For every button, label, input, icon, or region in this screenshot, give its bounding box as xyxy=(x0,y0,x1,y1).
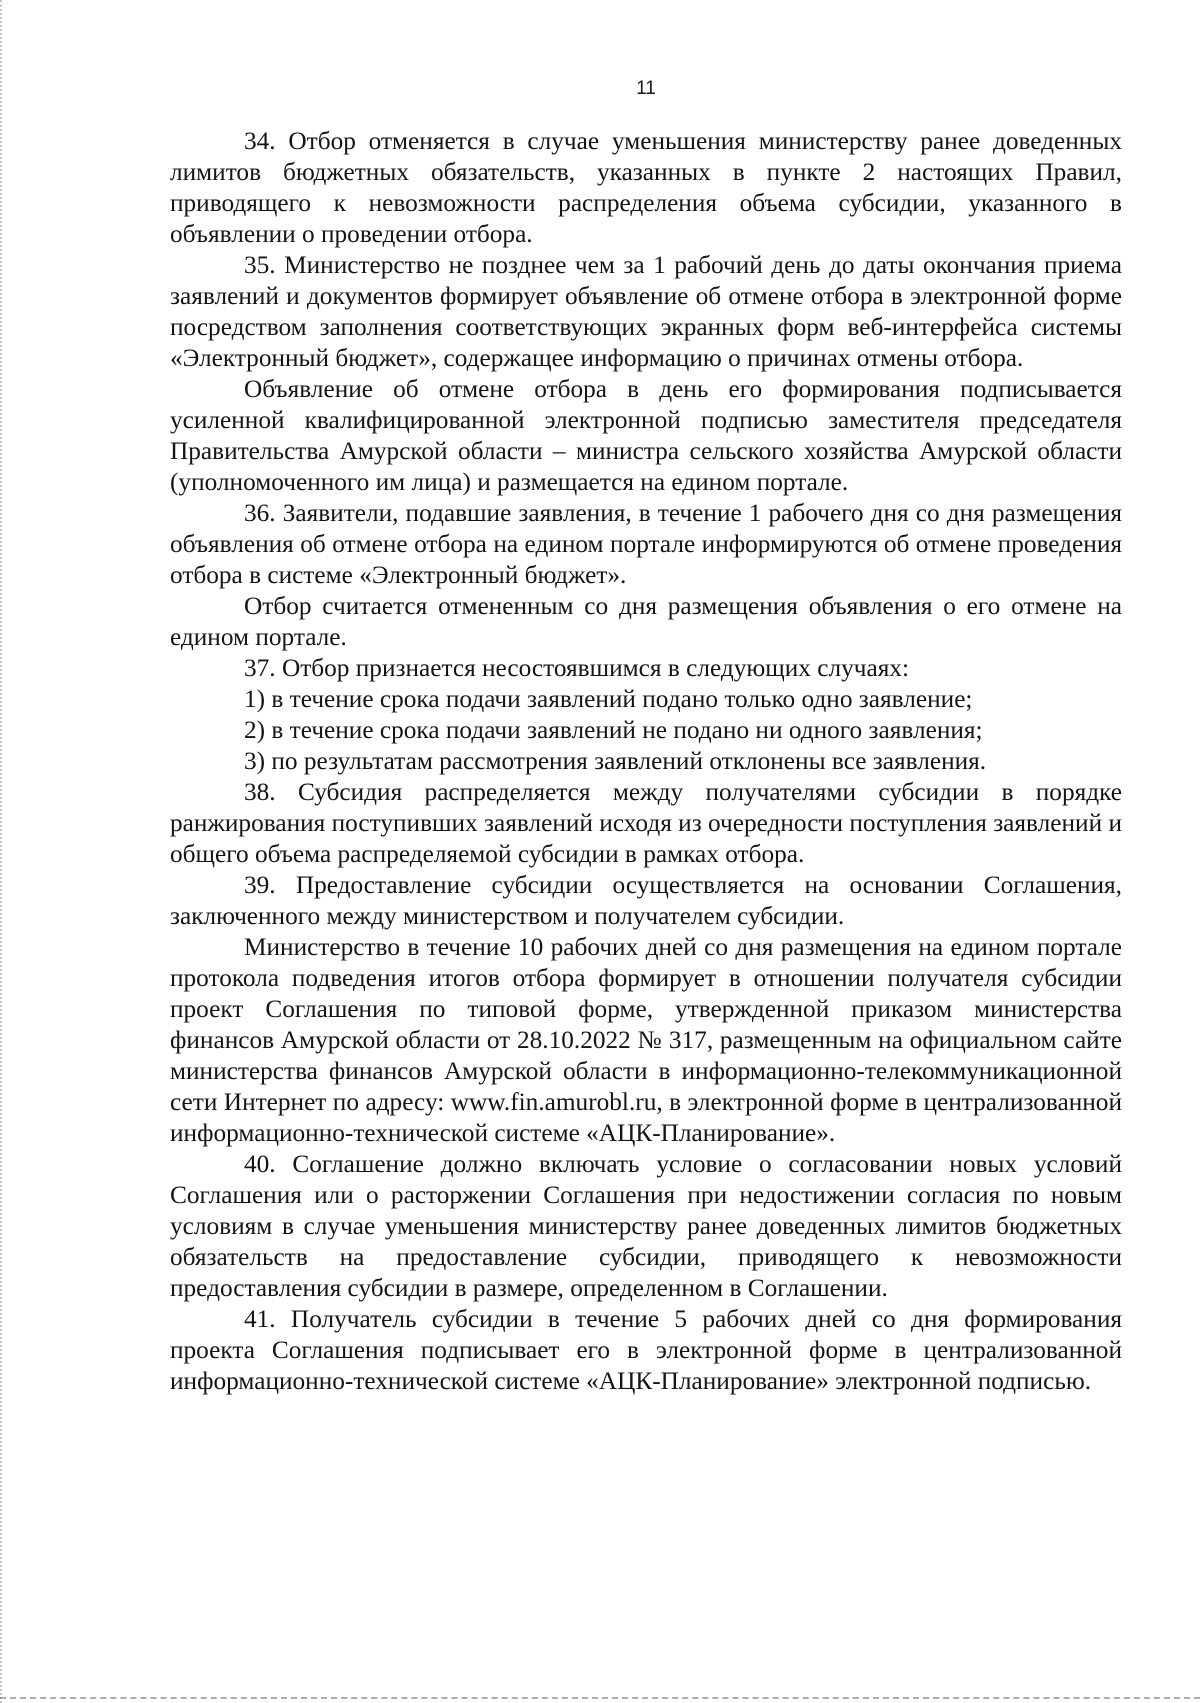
document-body xyxy=(170,126,1122,1397)
page-number: 11 xyxy=(636,78,656,99)
list-item-37-2: 2) в течение срока подачи заявлений не подано ни одного заявления; xyxy=(244,716,983,744)
paragraph-39: 39. Предоставление субсидии осуществляется на основании Соглашения, заключенного между министерством и получателем субсидии. xyxy=(170,871,1122,930)
paragraph-37: 37. Отбор признается несостоявшимся в следующих случаях: xyxy=(244,654,910,682)
scan-left-edge xyxy=(0,0,5,1703)
list-item-37-3: 3) по результатам рассмотрения заявлений отклонены все заявления. xyxy=(244,747,987,775)
list-item-37-1: 1) в течение срока подачи заявлений подано только одно заявление; xyxy=(244,685,973,713)
scan-bottom-edge xyxy=(0,1697,1200,1699)
paragraph-35: 35. Министерство не позднее чем за 1 рабочий день до даты окончания приема заявлений и документов формирует объявление об отмене отбора в электронной форме посредством заполнения соответствующих экранных форм веб-интерфейса системы «Электронный бюджет», содержащее информацию о причинах отмены отбора. xyxy=(170,251,1122,372)
paragraph-41: 41. Получатель субсидии в течение 5 рабочих дней со дня формирования проекта Соглашения подписывает его в электронной форме в централизованной информационно-технической системе «АЦК-Планирование» электронной подписью. xyxy=(170,1305,1122,1395)
paragraph-36: 36. Заявители, подавшие заявления, в течение 1 рабочего дня со дня размещения объявления об отмене отбора на едином портале информируются об отмене проведения отбора в системе «Электронный бюджет». xyxy=(170,499,1122,589)
paragraph-40: 40. Соглашение должно включать условие о согласовании новых условий Соглашения или о расторжении Соглашения при недостижении согласия по новым условиям в случае уменьшения министерству ранее доведенных лимитов бюджетных обязательств на предоставление субсидии, приводящего к невозможности предоставления субсидии в размере, определенном в Соглашении. xyxy=(170,1150,1122,1302)
paragraph-38: 38. Субсидия распределяется между получателями субсидии в порядке ранжирования поступивших заявлений исходя из очередности поступления заявлений и общего объема распределяемой субсидии в рамках отбора. xyxy=(170,778,1122,868)
paragraph-39-ministry: Министерство в течение 10 рабочих дней со дня размещения на едином портале протокола подведения итогов отбора формирует в отношении получателя субсидии проект Соглашения по типовой форме, утвержденной приказом министерства финансов Амурской области от 28.10.2022 № 317, размещенным на официальном сайте министерства финансов Амурской области в информационно-телекоммуникационной сети Интернет по адресу: www.fin.amurobl.ru, в электронной форме в централизованной информационно-технической системе «АЦК-Планирование». xyxy=(170,933,1122,1147)
paragraph-36-cancel: Отбор считается отмененным со дня размещения объявления о его отмене на едином портале. xyxy=(170,592,1122,651)
paragraph-35-announcement: Объявление об отмене отбора в день его формирования подписывается усиленной квалифицированной электронной подписью заместителя председателя Правительства Амурской области – министра сельского хозяйства Амурской области (уполномоченного им лица) и размещается на едином портале. xyxy=(170,375,1122,496)
paragraph-34: 34. Отбор отменяется в случае уменьшения министерству ранее доведенных лимитов бюджетных обязательств, указанных в пункте 2 настоящих Правил, приводящего к невозможности распределения объема субсидии, указанного в объявлении о проведении отбора. xyxy=(170,127,1122,248)
